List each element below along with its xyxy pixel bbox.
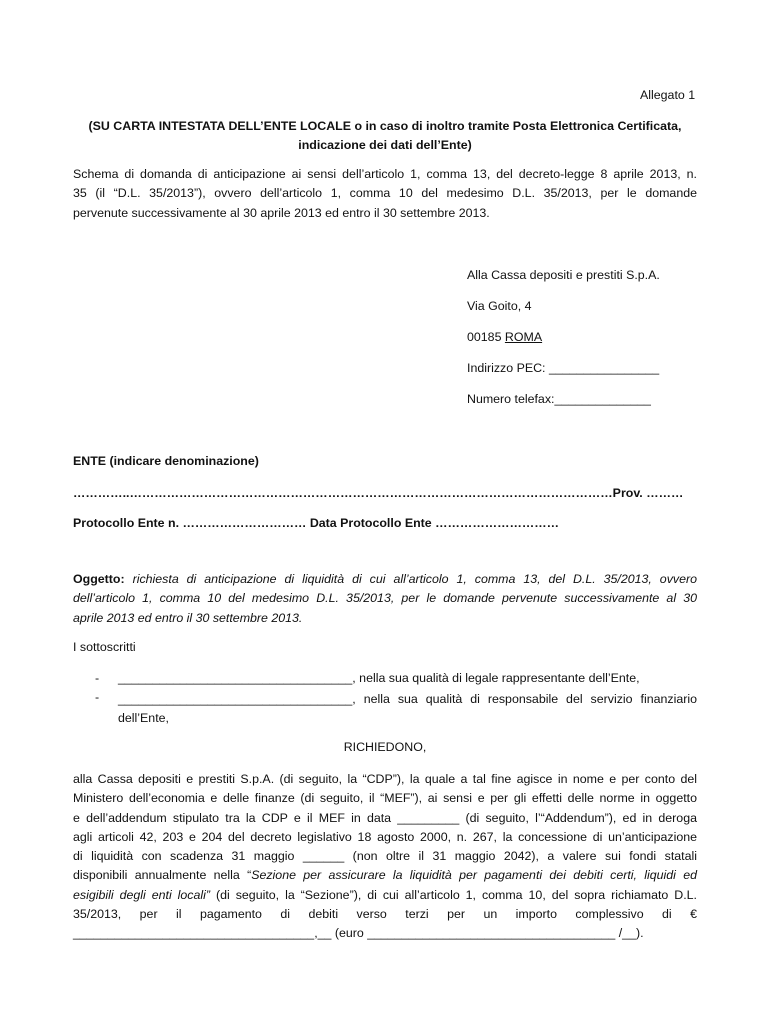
recipient-city: ROMA	[504, 330, 543, 344]
subject-line: dell’articolo 1, comma 10 del medesimo D.L. 35/2013, per le domande pervenute successivamente al 30	[73, 591, 697, 606]
request-line: ___________________________________,__ (euro ____________________________________ /__).	[73, 926, 644, 941]
list-bullet: -	[95, 671, 100, 685]
protocol-number-field: …………………………	[182, 516, 307, 530]
protocol-date-label: Data Protocollo Ente	[309, 516, 432, 530]
ente-name-field: …………..………………………………………………………………………………………………………Prov. ………	[73, 486, 684, 500]
signatory-financial-manager: __________________________________, nella sua qualità di responsabile del servizio finanziario dell’Ente,	[118, 692, 697, 726]
request-line: Ministero dell’economia e delle finanze (di seguito, il “MEF”), ai sensi e per gli effetti delle norme in oggetto	[73, 791, 697, 806]
attachment-label: Allegato 1	[640, 88, 696, 102]
recipient-pec: Indirizzo PEC: ________________	[467, 361, 660, 375]
request-line: esigibili degli enti locali” (di seguito, la “Sezione”), di cui all’articolo 1, comma 10, del sopra richiamato D.L.	[73, 887, 697, 902]
subject-label: Oggetto:	[73, 572, 125, 586]
protocol-label: Protocollo Ente n.	[73, 516, 180, 530]
recipient-name: Alla Cassa depositi e prestiti S.p.A.	[467, 268, 660, 282]
ente-label: ENTE (indicare denominazione)	[73, 454, 259, 468]
subject-paragraph	[73, 570, 697, 628]
request-line: alla Cassa depositi e prestiti S.p.A. (di seguito, la “CDP”), la quale a tal fine agisce in nome e per conto del	[73, 772, 697, 786]
request-paragraph	[73, 770, 697, 944]
request-line: agli articoli 42, 203 e 204 del decreto legislativo 18 agosto 2000, n. 267, la concessione di un’anticipazione	[73, 829, 697, 844]
recipient-street: Via Goito, 4	[467, 299, 532, 313]
request-line: 35/2013, per il pagamento di debiti verso terzi per un importo complessivo di €	[73, 907, 697, 922]
signatory-legal-representative: __________________________________, nella sua qualità di legale rappresentante dell’Ente,	[118, 671, 640, 685]
intro-paragraph	[73, 165, 697, 223]
signatories-intro: I sottoscritti	[73, 640, 136, 654]
intro-line: 35 (il “D.L. 35/2013”), ovvero dell’articolo 1, comma 10 del medesimo D.L. 35/2013, per le domande	[73, 186, 697, 201]
protocol-line	[73, 516, 559, 530]
request-line: disponibili annualmente nella “Sezione per assicurare la liquidità per pagamenti dei debiti certi, liquidi ed	[73, 868, 697, 883]
letterhead-note-line1: (SU CARTA INTESTATA DELL’ENTE LOCALE o in caso di inoltro tramite Posta Elettronica Certificata,	[88, 119, 682, 133]
protocol-date-field: …………………………	[435, 516, 560, 530]
request-line: e dell’addendum stipulato tra la CDP e il MEF in data _________ (di seguito, l’“Addendum”), ed in deroga	[73, 810, 697, 825]
list-bullet: -	[95, 690, 100, 704]
recipient-city-line	[467, 330, 542, 344]
recipient-postcode: 00185	[467, 330, 502, 344]
intro-line: pervenute successivamente al 30 aprile 2013 ed entro il 30 settembre 2013.	[73, 205, 490, 220]
intro-line: Schema di domanda di anticipazione ai sensi dell’articolo 1, comma 13, del decreto-legge 8 aprile 2013, n.	[73, 167, 697, 181]
recipient-telefax: Numero telefax:______________	[467, 392, 651, 406]
letterhead-note-line2: indicazione dei dati dell’Ente)	[298, 138, 472, 152]
subject-line: aprile 2013 ed entro il 30 settembre 2013.	[73, 610, 303, 625]
subject-line: Oggetto: richiesta di anticipazione di liquidità di cui all’articolo 1, comma 13, del D.L. 35/2013, ovvero	[73, 572, 697, 586]
request-line: di liquidità con scadenza 31 maggio ______ (non oltre il 31 maggio 2042), a valere sui fondi statali	[73, 849, 697, 864]
request-heading: RICHIEDONO,	[343, 740, 427, 754]
